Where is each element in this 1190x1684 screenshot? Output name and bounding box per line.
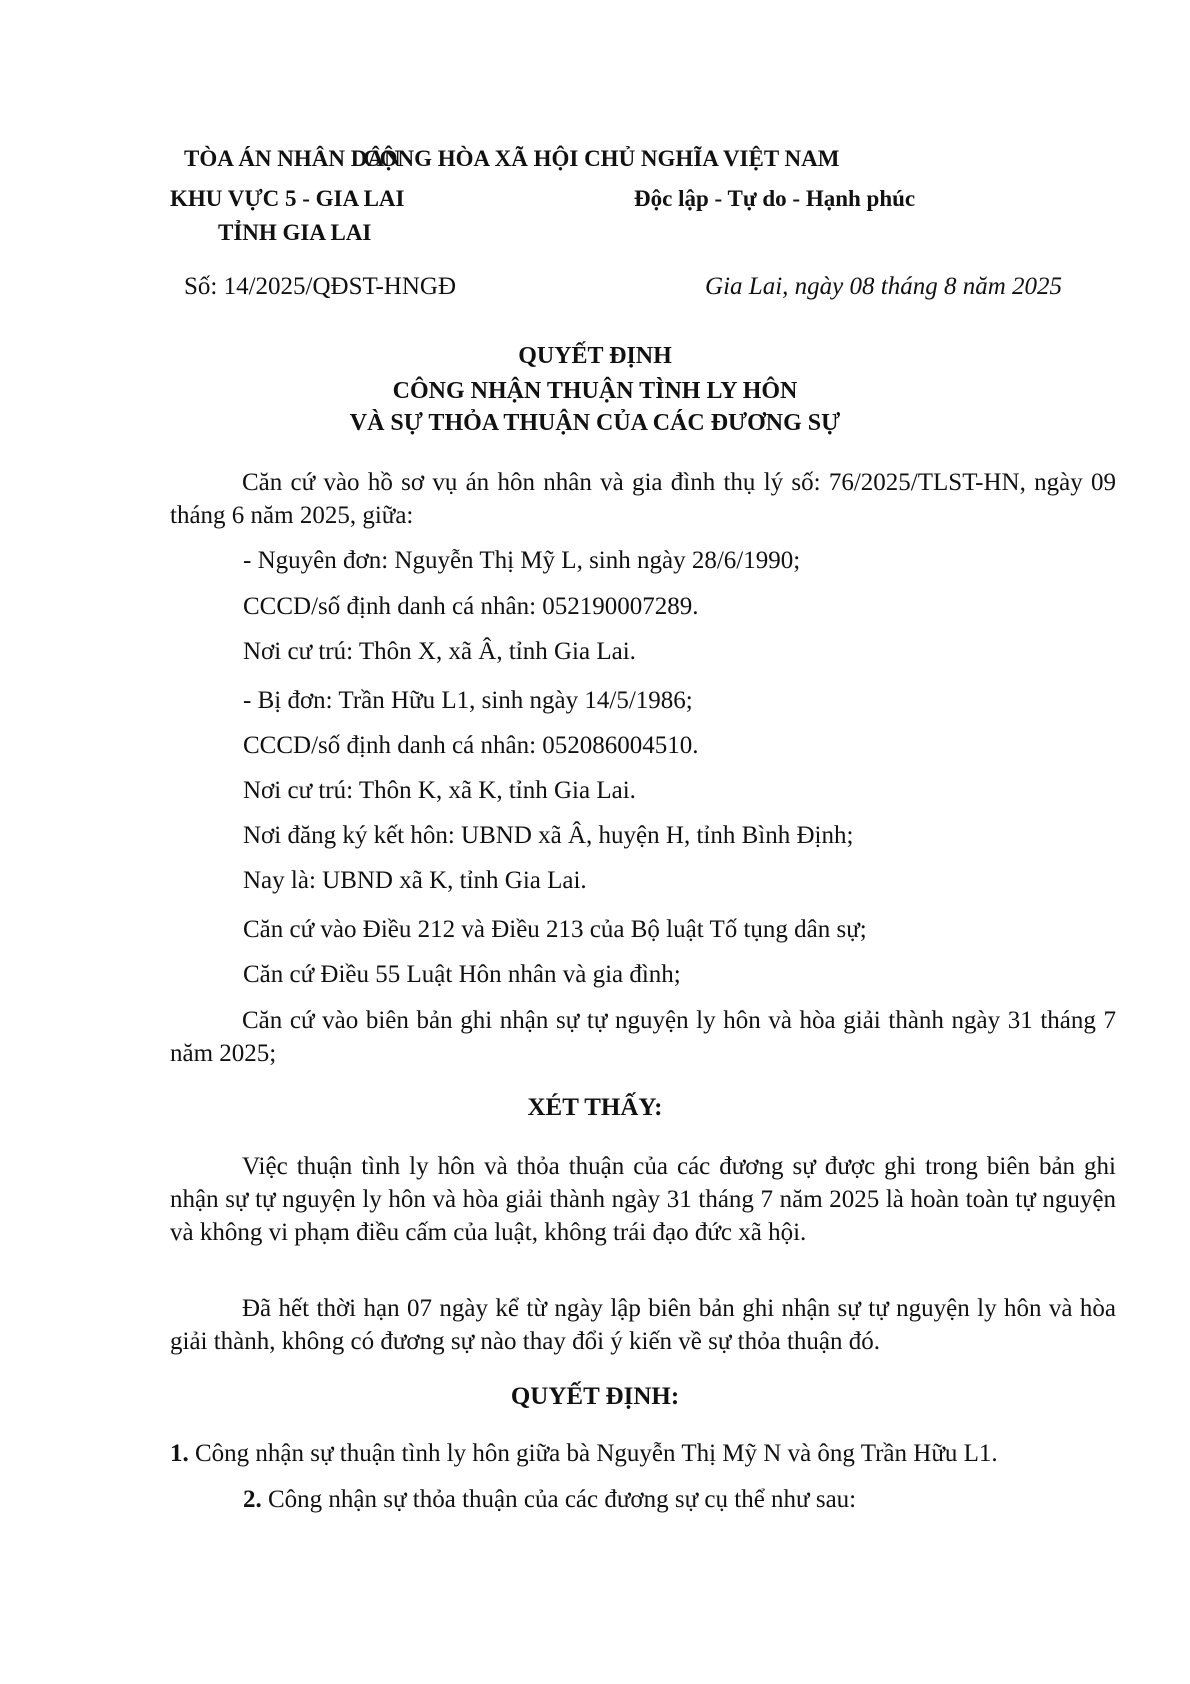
decision-item-1-number: 1. [170,1440,189,1467]
plaintiff-address: Nơi cư trú: Thôn X, xã Â, tỉnh Gia Lai. [243,638,636,665]
findings-paragraph-2: Đã hết thời hạn 07 ngày kể từ ngày lập biên bản ghi nhận sự tự nguyện ly hôn và hòa giải thành, không có đương sự nào thay đổi ý kiến về sự thỏa thuận đó. [170,1295,1116,1355]
court-name-line2: KHU VỰC 5 - GIA LAI [170,186,405,211]
defendant-label: - Bị đơn: [243,687,333,714]
legal-basis-2: Căn cứ Điều 55 Luật Hôn nhân và gia đình; [243,961,681,988]
findings-paragraph-1: Việc thuận tình ly hôn và thỏa thuận của các đương sự được ghi trong biên bản ghi nhận sự tự nguyện ly hôn và hòa giải thành ngày 31 tháng 7 năm 2025 là hoàn toàn tự nguyện và không vi phạm điều cấm của luật, không trái đạo đức xã hội. [170,1153,1116,1246]
decision-item-1-text: Công nhận sự thuận tình ly hôn giữa bà Nguyễn Thị Mỹ N và ông Trần Hữu L1. [188,1440,998,1467]
marriage-registration-now: Nay là: UBND xã K, tỉnh Gia Lai. [243,867,587,894]
decision-item-2 [243,1486,856,1514]
national-title: CỘNG HÒA XÃ HỘI CHỦ NGHĨA VIỆT NAM [363,146,840,171]
document-title: QUYẾT ĐỊNH [518,343,672,369]
legal-basis-1: Căn cứ vào Điều 212 và Điều 213 của Bộ luật Tố tụng dân sự; [243,916,867,943]
decision-heading: QUYẾT ĐỊNH: [510,1383,680,1410]
legal-basis-3: Căn cứ vào biên bản ghi nhận sự tự nguyện ly hôn và hòa giải thành ngày 31 tháng 7 năm 2025; [170,1007,1116,1067]
decision-item-2-text: Công nhận sự thỏa thuận của các đương sự cụ thể như sau: [261,1486,857,1513]
decision-item-2-number: 2. [243,1486,262,1513]
plaintiff [243,547,800,575]
findings-heading: XÉT THẤY: [527,1094,663,1121]
defendant-id: CCCD/số định danh cá nhân: 052086004510. [243,732,699,759]
basis-intro: Căn cứ vào hồ sơ vụ án hôn nhân và gia đình thụ lý số: 76/2025/TLST-HN, ngày 09 tháng 6 năm 2025, giữa: [170,469,1116,529]
document-subtitle-1: CÔNG NHẬN THUẬN TÌNH LY HÔN [392,378,798,404]
decision-item-1 [170,1440,998,1468]
plaintiff-label: - Nguyên đơn: [243,547,389,574]
defendant-address: Nơi cư trú: Thôn K, xã K, tỉnh Gia Lai. [243,777,636,804]
marriage-registration: Nơi đăng ký kết hôn: UBND xã Â, huyện H, tỉnh Bình Định; [243,822,854,849]
document-number: Số: 14/2025/QĐST-HNGĐ [184,273,457,300]
document-date: Gia Lai, ngày 08 tháng 8 năm 2025 [705,273,1062,300]
document-subtitle-2: VÀ SỰ THỎA THUẬN CỦA CÁC ĐƯƠNG SỰ [349,410,841,436]
defendant-name: Trần Hữu L1, sinh ngày 14/5/1986; [332,687,693,714]
plaintiff-id: CCCD/số định danh cá nhân: 052190007289. [243,593,699,620]
defendant [243,687,693,715]
national-motto: Độc lập - Tự do - Hạnh phúc [634,186,916,211]
court-name-line3: TỈNH GIA LAI [218,220,372,245]
plaintiff-name: Nguyễn Thị Mỹ L, sinh ngày 28/6/1990; [388,547,801,574]
court-name-line1: TÒA ÁN NHÂN DÂN [184,146,401,171]
